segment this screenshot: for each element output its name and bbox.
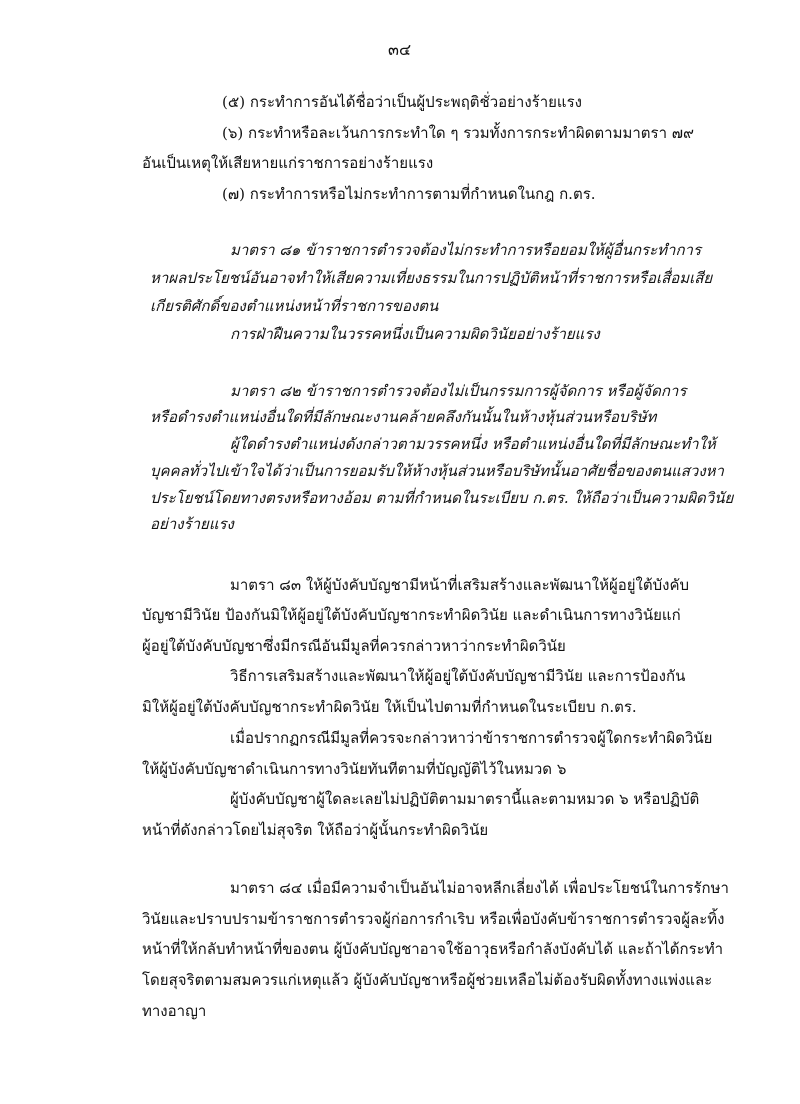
item-5: (๕) กระทำการอันได้ชื่อว่าเป็นผู้ประพฤติชั่วอย่างร้ายแรง — [222, 93, 582, 111]
section-83-line-9: หน้าที่ดังกล่าวโดยไม่สุจริต ให้ถือว่าผู้นั้นกระทำผิดวินัย — [142, 821, 489, 839]
section-82-line-2: หรือดำรงตำแหน่งอื่นใดที่มีลักษณะงานคล้ายคลึงกันนั้นในห้างหุ้นส่วนหรือบริษัท — [150, 408, 657, 426]
section-84-line-3: หน้าที่ให้กลับทำหน้าที่ของตน ผู้บังคับบัญชาอาจใช้อาวุธหรือกำลังบังคับได้ และถ้าได้กระทำ — [142, 940, 724, 958]
section-81-line-3: เกียรติศักดิ์ของตำแหน่งหน้าที่ราชการของตน — [150, 297, 439, 315]
section-82-line-4: บุคคลทั่วไปเข้าใจได้ว่าเป็นการยอมรับให้ห้างหุ้นส่วนหรือบริษัทนั้นอาศัยชื่อของตนแสวงหา — [150, 462, 724, 480]
section-83-line-6: เมื่อปรากฏกรณีมีมูลที่ควรจะกล่าวหาว่าข้าราชการตำรวจผู้ใดกระทำผิดวินัย — [230, 729, 713, 747]
item-6-line-2: อันเป็นเหตุให้เสียหายแก่ราชการอย่างร้ายแรง — [142, 154, 434, 172]
item-6-line-1: (๖) กระทำหรือละเว้นการกระทำใด ๆ รวมทั้งการกระทำผิดตามมาตรา ๗๙ — [222, 124, 695, 142]
section-82-line-1: มาตรา ๘๒ ข้าราชการตำรวจต้องไม่เป็นกรรมการผู้จัดการ หรือผู้จัดการ — [230, 382, 687, 400]
section-82-line-6: อย่างร้ายแรง — [150, 515, 234, 533]
section-84-line-5: ทางอาญา — [142, 1002, 207, 1020]
section-84-line-1: มาตรา ๘๔ เมื่อมีความจำเป็นอันไม่อาจหลีกเลี่ยงได้ เพื่อประโยชน์ในการรักษา — [230, 879, 729, 897]
section-83-line-2: บัญชามีวินัย ป้องกันมิให้ผู้อยู่ใต้บังคับบัญชากระทำผิดวินัย และดำเนินการทางวินัยแก่ — [142, 606, 681, 624]
section-83-line-1: มาตรา ๘๓ ให้ผู้บังคับบัญชามีหน้าที่เสริมสร้างและพัฒนาให้ผู้อยู่ใต้บังคับ — [230, 576, 690, 594]
section-83-line-8: ผู้บังคับบัญชาผู้ใดละเลยไม่ปฏิบัติตามมาตรานี้และตามหมวด ๖ หรือปฏิบัติ — [230, 790, 700, 808]
section-82-line-3: ผู้ใดดำรงตำแหน่งดังกล่าวตามวรรคหนึ่ง หรือตำแหน่งอื่นใดที่มีลักษณะทำให้ — [230, 435, 716, 453]
section-83-line-7: ให้ผู้บังคับบัญชาดำเนินการทางวินัยทันทีตามที่บัญญัติไว้ในหมวด ๖ — [142, 760, 567, 778]
section-81-line-1: มาตรา ๘๑ ข้าราชการตำรวจต้องไม่กระทำการหรือยอมให้ผู้อื่นกระทำการ — [230, 241, 702, 259]
section-82-line-5: ประโยชน์โดยทางตรงหรือทางอ้อม ตามที่กำหนดในระเบียบ ก.ตร. ให้ถือว่าเป็นความผิดวินัย — [150, 489, 734, 507]
section-81-line-4: การฝ่าฝืนความในวรรคหนึ่งเป็นความผิดวินัยอย่างร้ายแรง — [230, 325, 600, 343]
section-81-line-2: หาผลประโยชน์อันอาจทำให้เสียความเที่ยงธรรมในการปฏิบัติหน้าที่ราชการหรือเสื่อมเสีย — [150, 269, 713, 287]
section-83-line-4: วิธีการเสริมสร้างและพัฒนาให้ผู้อยู่ใต้บังคับบัญชามีวินัย และการป้องกัน — [230, 667, 686, 685]
section-83-line-3: ผู้อยู่ใต้บังคับบัญชาซึ่งมีกรณีอันมีมูลที่ควรกล่าวหาว่ากระทำผิดวินัย — [142, 637, 566, 655]
page-number: ๓๔ — [388, 40, 412, 59]
item-7: (๗) กระทำการหรือไม่กระทำการตามที่กำหนดในกฎ ก.ตร. — [222, 185, 596, 203]
section-84-line-4: โดยสุจริตตามสมควรแก่เหตุแล้ว ผู้บังคับบัญชาหรือผู้ช่วยเหลือไม่ต้องรับผิดทั้งทางแพ่งและ — [142, 971, 713, 989]
section-83-line-5: มิให้ผู้อยู่ใต้บังคับบัญชากระทำผิดวินัย ให้เป็นไปตามที่กำหนดในระเบียบ ก.ตร. — [142, 698, 637, 716]
section-84-line-2: วินัยและปราบปรามข้าราชการตำรวจผู้ก่อการกำเริบ หรือเพื่อบังคับข้าราชการตำรวจผู้ละทิ้ง — [142, 910, 725, 928]
